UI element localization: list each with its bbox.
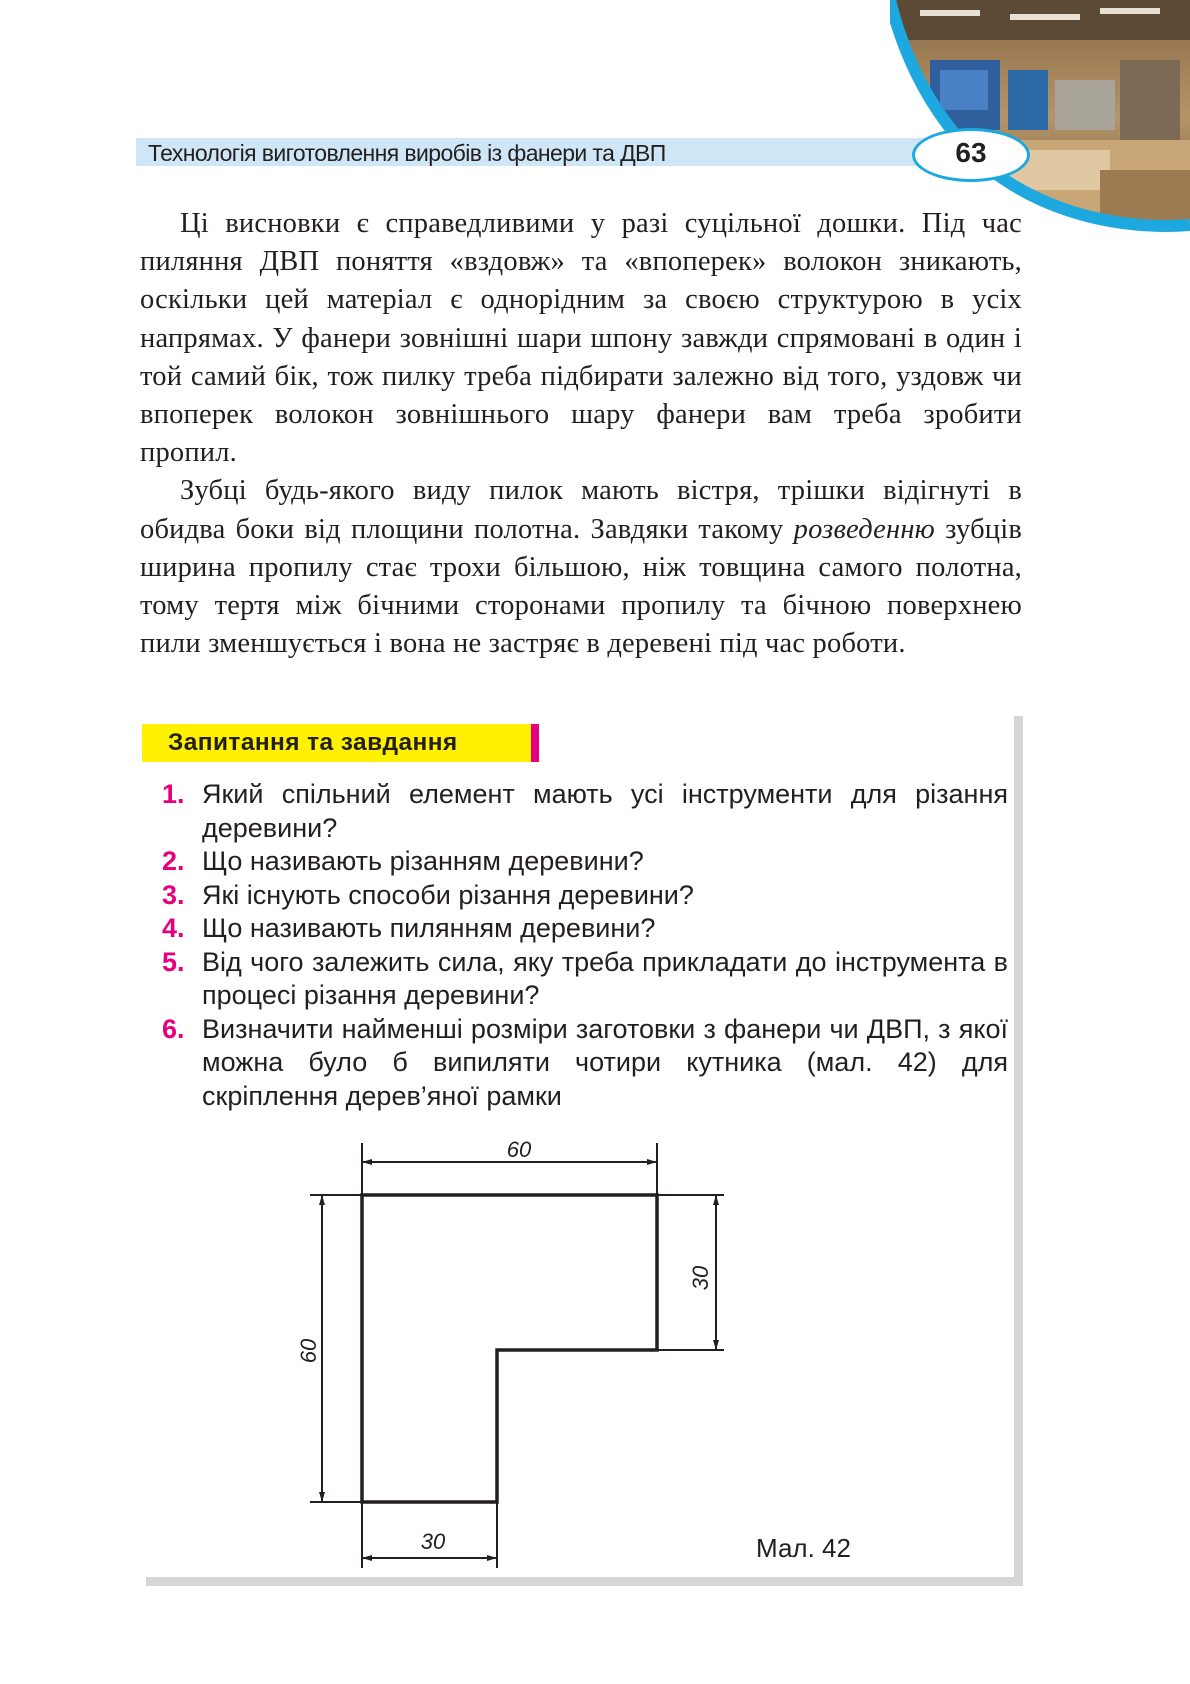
question-text: Що називають різанням деревини? [202, 846, 644, 876]
question-number: 3. [162, 879, 185, 910]
question-number: 5. [162, 946, 185, 977]
questions-list [162, 778, 1008, 1113]
question-text: Які існують способи різання деревини? [202, 879, 694, 910]
dimension-label-left: 60 [296, 1338, 321, 1364]
figure-caption: Мал. 42 [756, 1533, 851, 1563]
dimension-label-top: 60 [506, 1137, 532, 1162]
question-text: Визначити найменші розміри заготовки з фанери чи ДВП, з якої можна було б випиляти чотири кутника (мал. 42) для скріплення дерев’яної рамки [202, 1013, 1008, 1111]
dimension-label-bottom: 30 [420, 1529, 446, 1554]
question-item [162, 879, 1008, 913]
question-number: 2. [162, 846, 185, 876]
question-text: Який спільний елемент мають усі інструменти для різання деревини? [202, 779, 1008, 843]
question-item [162, 946, 1008, 1013]
panel-shadow-right [1014, 716, 1023, 1586]
question-text: Що називають пилянням деревини? [202, 913, 656, 943]
paragraph-2 [140, 472, 1022, 663]
question-item [162, 845, 1008, 879]
paragraph-2-start: Зубці будь-якого виду пилок мають вістря, трішки відігнуті в обидва боки від площини полотна. Завдяки такому [140, 475, 1022, 545]
question-number: 6. [162, 1013, 185, 1044]
question-item [162, 778, 1008, 845]
question-item [162, 1013, 1008, 1114]
main-text [140, 205, 1022, 663]
part-outline [362, 1195, 657, 1502]
workshop-photo [890, 0, 1190, 235]
panel-shadow-bottom [146, 1577, 1023, 1586]
emphasized-term: розведенню [793, 513, 935, 545]
questions-title: Запитання та завдання [168, 729, 458, 756]
paragraph-2-end: зубців ширина пропилу стає трохи більшою, ніж товщина самого полотна, тому тертя між бічними сторонами пропилу та бічною поверхнею пили зменшується і вона не застряє в деревені під час роботи. [140, 513, 1023, 660]
paragraph-1: Ці висновки є справедливими у разі суцільної дошки. Під час пиляння ДВП поняття «вздовж» та «впоперек» волокон зникають, оскільки цей матеріал є однорідним за своєю структурою в усіх напрямах. У фанери зовнішні шари шпону завжди спрямовані в один і той самий бік, тож пилку треба підбирати залежно від того, уздовж чи впоперек волокон зовнішнього шару фанери вам треба зробити пропил. [140, 208, 1022, 469]
running-header: Технологія виготовлення виробів із фанери та ДВП [148, 140, 666, 166]
question-number: 1. [162, 779, 185, 809]
dimension-label-right: 30 [688, 1265, 713, 1291]
question-number: 4. [162, 913, 185, 943]
page-number: 63 [955, 137, 987, 168]
question-text: Від чого залежить сила, яку треба прикладати до інструмента в процесі різання деревини? [202, 946, 1008, 1010]
question-item [162, 912, 1008, 946]
